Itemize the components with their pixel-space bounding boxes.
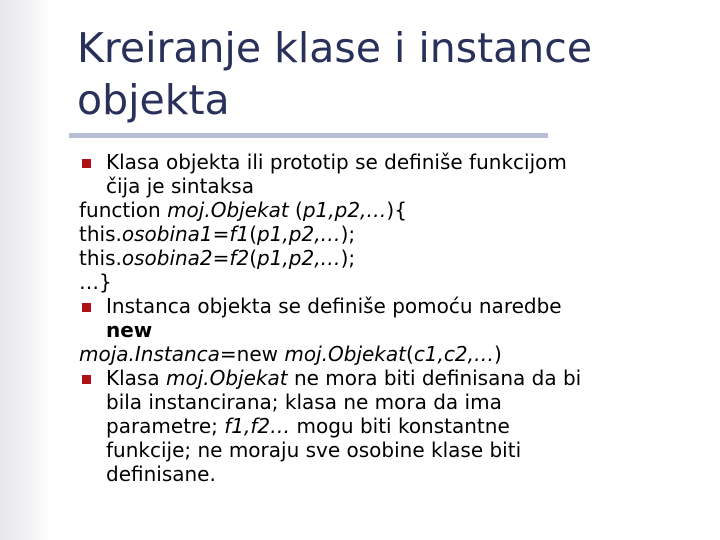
bullet-3-class-name: moj.Objekat — [165, 366, 288, 390]
code-property-2: osobina2=f2 — [121, 246, 250, 270]
bullet-item-3 — [79, 366, 709, 390]
bullet-3-text-line-5: definisane. — [106, 462, 216, 486]
code-close: ) — [493, 342, 502, 366]
code-paren: ( — [249, 222, 257, 246]
bullet-1-text-line-1: Klasa objekta ili prototip se definiše funkcijom — [106, 150, 567, 174]
code-params: p1,p2,… — [302, 198, 387, 222]
bullet-3-text-line-4: funkcije; ne moraju sve osobine klase biti — [106, 438, 522, 462]
code-close: ); — [340, 222, 356, 246]
bullet-2-text-line-1: Instanca objekta se definiše pomoću naredbe — [106, 294, 562, 318]
code-close: ); — [340, 246, 356, 270]
bullet-1-text-line-2: čija je sintaksa — [106, 174, 254, 198]
square-bullet-icon — [82, 159, 91, 168]
title-line-2: objekta — [77, 76, 230, 124]
square-bullet-icon — [82, 375, 91, 384]
code-class-name: moj.Objekat — [284, 342, 406, 366]
code-function-name: moj.Objekat — [167, 198, 289, 222]
bullet-item-1 — [79, 150, 709, 174]
bullet-3-functions: f1,f2… — [224, 414, 291, 438]
slide-title — [77, 22, 697, 126]
bullet-3-text-line-3 — [79, 414, 709, 438]
bullet-3-text-b: ne mora biti definisana da bi — [287, 366, 582, 390]
code-args: c1,c2,… — [413, 342, 494, 366]
code-property-1: osobina1=f1 — [121, 222, 250, 246]
bullet-3-text-a: Klasa — [106, 366, 166, 390]
code-new: =new — [219, 342, 285, 366]
code-this: this. — [79, 222, 122, 246]
code-line-3 — [79, 246, 709, 270]
code-instance-line — [79, 342, 709, 366]
title-underline — [69, 133, 548, 138]
title-line-1: Kreiranje klase i instance — [77, 24, 593, 72]
code-this: this. — [79, 246, 122, 270]
code-keyword: function — [79, 198, 168, 222]
bullet-2-keyword-new: new — [106, 318, 153, 342]
slide-content — [79, 150, 709, 486]
bullet-3-text-d: mogu biti konstantne — [290, 414, 510, 438]
bullet-3-text-c: parametre; — [106, 414, 225, 438]
left-decorative-band — [0, 0, 50, 540]
code-brace: ){ — [386, 198, 407, 222]
code-paren: ( — [249, 246, 257, 270]
bullet-item-2 — [79, 294, 709, 318]
code-line-1 — [79, 198, 709, 222]
code-params: p1,p2,… — [257, 222, 341, 246]
code-instance-name: moja.Instanca — [79, 342, 220, 366]
code-line-4: …} — [79, 270, 112, 294]
bullet-3-text-line-2: bila instancirana; klasa ne mora da ima — [106, 390, 502, 414]
code-paren: ( — [406, 342, 414, 366]
code-paren: ( — [288, 198, 303, 222]
code-params: p1,p2,… — [257, 246, 341, 270]
square-bullet-icon — [82, 303, 91, 312]
code-line-2 — [79, 222, 709, 246]
